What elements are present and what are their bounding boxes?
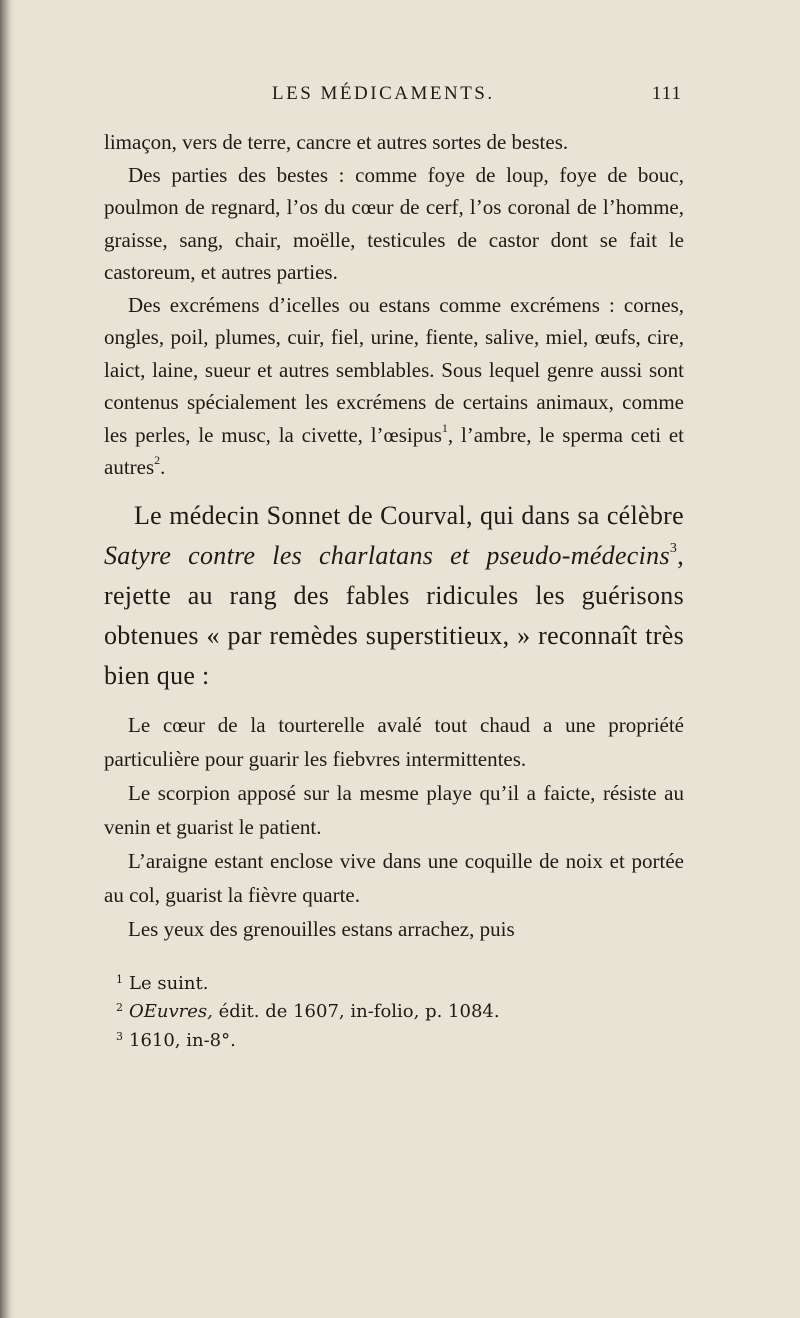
book-spine-shadow xyxy=(0,0,14,1318)
excrements-text-a: Des excrémens d’icelles ou estans comme excrémens : cornes, ongles, poil, plumes, cuir, fiel, urine, fiente, salive, miel, œufs, cire, laict, laine, sueur et autres semblables. Sous lequel genre aussi sont contenus spécialement les excrémens de certains animaux, comme les perles, le musc, la civette, l’œsipus xyxy=(104,292,684,447)
quote-scorpion: Le scorpion apposé sur la mesme playe qu’il a faicte, résiste au venin et guarist le patient. xyxy=(104,780,684,839)
enumeration-section xyxy=(104,126,684,484)
page-number: 111 xyxy=(651,83,682,104)
excrements-text-b: , l’ambre, le sperma ceti et autres xyxy=(104,422,684,479)
footnote-number: 2 xyxy=(116,1001,123,1014)
footnote-text: 1610, in-8°. xyxy=(129,1029,236,1051)
paragraph-courval xyxy=(104,496,684,696)
book-page xyxy=(104,80,684,1053)
footnote-ref-2: 2 xyxy=(154,453,161,467)
courval-text-a: Le médecin Sonnet de Courval, qui dans sa célèbre xyxy=(134,500,684,530)
running-header xyxy=(104,80,684,110)
footnote-ref-1: 1 xyxy=(441,420,448,435)
courval-text-b: , rejette au rang des fables ridicules les guérisons obtenues « par remèdes superstitieux, » reconnaît très bien que : xyxy=(104,540,684,690)
footnote-3 xyxy=(104,1025,684,1054)
quote-spider: L’araigne estant enclose vive dans une coquille de noix et portée au col, guarist la fièvre quarte. xyxy=(104,848,684,907)
quoted-remedies xyxy=(104,708,684,946)
excrements-text-c: . xyxy=(160,455,166,479)
footnote-2 xyxy=(104,996,684,1025)
running-title: LES MÉDICAMENTS. xyxy=(272,83,495,104)
footnote-text: Le suint. xyxy=(129,972,209,994)
paragraph-excrements xyxy=(104,289,684,484)
footnote-1 xyxy=(104,968,684,997)
quote-turtledove: Le cœur de la tourterelle avalé tout chaud a une propriété particulière pour guarir les fiebvres intermittentes. xyxy=(104,712,684,771)
footnote-italic: OEuvres, xyxy=(129,1001,213,1022)
footnote-number: 1 xyxy=(116,972,123,986)
footnote-number: 3 xyxy=(116,1029,123,1043)
paragraph-continued: limaçon, vers de terre, cancre et autres sortes de bestes. xyxy=(104,130,569,154)
footnote-ref-3: 3 xyxy=(669,540,678,556)
paragraph-animal-parts: Des parties des bestes : comme foye de loup, foye de bouc, poulmon de regnard, l’os du cœur de cerf, l’os coronal de l’homme, graisse, sang, chair, moëlle, testicules de castor dont se fait le castoreum, et autres parties. xyxy=(104,162,684,284)
quote-frogs: Les yeux des grenouilles estans arrachez, puis xyxy=(128,916,515,941)
footnote-text: édit. de 1607, in-folio, p. 1084. xyxy=(212,1001,500,1022)
book-title-italic: Satyre contre les charlatans et pseudo-médecins xyxy=(104,540,670,570)
main-commentary xyxy=(104,496,684,696)
footnotes xyxy=(104,968,684,1054)
